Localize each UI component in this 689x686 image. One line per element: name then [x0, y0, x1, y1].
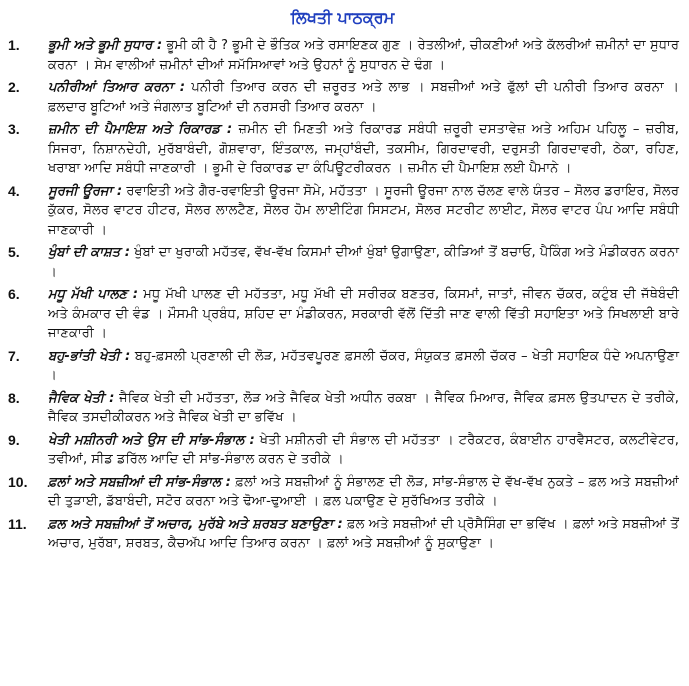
topic-heading: ਮਧੂ ਮੱਖੀ ਪਾਲਣ :: [48, 287, 139, 302]
topic-item: [6, 431, 679, 470]
topic-heading: ਭੂਮੀ ਅਤੇ ਭੂਮੀ ਸੁਧਾਰ :: [48, 38, 163, 53]
topic-number: 8.: [8, 389, 20, 406]
topic-content: [48, 285, 679, 344]
topic-description: ਭੂਮੀ ਕੀ ਹੈ ? ਭੂਮੀ ਦੇ ਭੌਤਿਕ ਅਤੇ ਰਸਾਇਣਕ ਗੁਣ । ਰੇਤਲੀਆਂ, ਚੀਕਣੀਆਂ ਅਤੇ ਕੱਲਰੀਆਂ ਜ਼ਮੀਨਾਂ ਦਾ ਸੁਧਾਰ ਕਰਨਾ । ਸੇਮ ਵਾਲੀਆਂ ਜ਼ਮੀਨਾਂ ਦੀਆਂ ਸਮੱਸਿਆਵਾਂ ਅਤੇ ਉਹਨਾਂ ਨੂੰ ਸੁਧਾਰਨ ਦੇ ਢੰਗ ।: [48, 38, 679, 73]
topic-number: 10.: [8, 473, 28, 490]
topic-number: 4.: [8, 182, 20, 199]
topic-number: 2.: [8, 79, 20, 95]
topic-description: ਖੇਤੀ ਮਸ਼ੀਨਰੀ ਦੀ ਸੰਭਾਲ ਦੀ ਮਹੱਤਤਾ । ਟਰੈਕਟਰ, ਕੰਬਾਈਨ ਹਾਰਵੈਸਟਰ, ਕਲਟੀਵੇਟਰ, ਤਵੀਆਂ, ਸੀਡ ਡਰਿੱਲ ਆਦਿ ਦੀ ਸਾਂਭ-ਸੰਭਾਲ ਕਰਨ ਦੇ ਤਰੀਕੇ ।: [48, 432, 679, 467]
topic-description: ਖੁੰਬਾਂ ਦਾ ਖੁਰਾਕੀ ਮਹੱਤਵ, ਵੱਖ-ਵੱਖ ਕਿਸਮਾਂ ਦੀਆਂ ਖੁੰਬਾਂ ਉਗਾਉਣਾ, ਕੀੜਿਆਂ ਤੋਂ ਬਚਾਓ, ਪੈਕਿੰਗ ਅਤੇ ਮੰਡੀਕਰਨ ਕਰਨਾ ।: [48, 245, 679, 280]
topic-number: 1.: [8, 37, 20, 53]
topic-heading: ਪਨੀਰੀਆਂ ਤਿਆਰ ਕਰਨਾ :: [48, 80, 186, 95]
topic-content: [48, 182, 679, 241]
topic-item: [6, 78, 679, 117]
topic-item: [6, 473, 679, 512]
topic-content: [48, 515, 679, 554]
topic-heading: ਫ਼ਲਾਂ ਅਤੇ ਸਬਜ਼ੀਆਂ ਦੀ ਸਾਂਭ-ਸੰਭਾਲ :: [48, 474, 231, 490]
topic-heading: ਬਹੁ-ਭਾਂਤੀ ਖੇਤੀ :: [48, 348, 131, 364]
topic-content: [48, 120, 679, 179]
topic-item: [6, 36, 679, 75]
topic-content: [48, 243, 679, 282]
topic-item: [6, 515, 679, 554]
topic-content: [48, 36, 679, 75]
topic-content: [48, 347, 679, 386]
topic-item: [6, 347, 679, 386]
topic-content: [48, 78, 679, 117]
topic-number: 5.: [8, 244, 20, 260]
topic-content: [48, 431, 679, 470]
topic-description: ਪਨੀਰੀ ਤਿਆਰ ਕਰਨ ਦੀ ਜ਼ਰੂਰਤ ਅਤੇ ਲਾਭ । ਸਬਜ਼ੀਆਂ ਅਤੇ ਫੁੱਲਾਂ ਦੀ ਪਨੀਰੀ ਤਿਆਰ ਕਰਨਾ । ਫ਼ਲਦਾਰ ਬੂਟਿਆਂ ਅਤੇ ਜੰਗਲਾਤ ਬੂਟਿਆਂ ਦੀ ਨਰਸਰੀ ਤਿਆਰ ਕਰਨਾ ।: [48, 80, 680, 115]
topic-description: ਫ਼ਲਾਂ ਅਤੇ ਸਬਜ਼ੀਆਂ ਨੂੰ ਸੰਭਾਲਣ ਦੀ ਲੋੜ, ਸਾਂਭ-ਸੰਭਾਲ ਦੇ ਵੱਖ-ਵੱਖ ਨੁਕਤੇ – ਫ਼ਲ ਅਤੇ ਸਬਜ਼ੀਆਂ ਦੀ ਤੁੜਾਈ, ਡੱਬਾਬੰਦੀ, ਸਟੋਰ ਕਰਨਾ ਅਤੇ ਢੋਆ-ਢੁਆਈ । ਫ਼ਲ ਪਕਾਉਣ ਦੇ ਸੁਰੱਖਿਅਤ ਤਰੀਕੇ ।: [48, 474, 679, 509]
topic-number: 6.: [8, 286, 20, 302]
topic-number: 9.: [8, 431, 20, 448]
topic-description: ਰਵਾਇਤੀ ਅਤੇ ਗੈਰ-ਰਵਾਇਤੀ ਊਰਜਾ ਸੋਮੇ, ਮਹੱਤਤਾ । ਸੂਰਜੀ ਊਰਜਾ ਨਾਲ ਚੱਲਣ ਵਾਲੇ ਯੰਤਰ – ਸੋਲਰ ਡਰਾਇਰ, ਸੋਲਰ ਕੁੱਕਰ, ਸੋਲਰ ਵਾਟਰ ਹੀਟਰ, ਸੋਲਰ ਲਾਲਟੈਣ, ਸੋਲਰ ਹੋਮ ਲਾਈਟਿੰਗ ਸਿਸਟਮ, ਸੋਲਰ ਸਟਰੀਟ ਲਾਈਟ, ਸੋਲਰ ਵਾਟਰ ਪੰਪ ਆਦਿ ਸਬੰਧੀ ਜਾਣਕਾਰੀ ।: [48, 183, 679, 238]
topic-item: [6, 285, 679, 344]
topic-heading: ਖੁੰਬਾਂ ਦੀ ਕਾਸ਼ਤ :: [48, 245, 131, 260]
topic-content: [48, 473, 679, 512]
topic-number: 3.: [8, 121, 20, 137]
topic-description: ਜੈਵਿਕ ਖੇਤੀ ਦੀ ਮਹੱਤਤਾ, ਲੋੜ ਅਤੇ ਜੈਵਿਕ ਖੇਤੀ ਅਧੀਨ ਰਕਬਾ । ਜੈਵਿਕ ਮਿਆਰ, ਜੈਵਿਕ ਫ਼ਸਲ ਉਤਪਾਦਨ ਦੇ ਤਰੀਕੇ, ਜੈਵਿਕ ਤਸਦੀਕੀਕਰਨ ਅਤੇ ਜੈਵਿਕ ਖੇਤੀ ਦਾ ਭਵਿੱਖ ।: [48, 390, 679, 425]
topic-heading: ਸੂਰਜੀ ਊਰਜਾ :: [48, 183, 123, 199]
topic-heading: ਫ਼ਲ ਅਤੇ ਸਬਜ਼ੀਆਂ ਤੋਂ ਅਚਾਰ, ਮੁਰੱਬੇ ਅਤੇ ਸ਼ਰਬਤ ਬਣਾਉਣਾ :: [48, 516, 343, 532]
topic-heading: ਜ਼ਮੀਨ ਦੀ ਪੈਮਾਇਸ਼ ਅਤੇ ਰਿਕਾਰਡ :: [48, 122, 233, 137]
topic-number: 11.: [8, 515, 27, 532]
topic-item: [6, 120, 679, 179]
topic-heading: ਜੈਵਿਕ ਖੇਤੀ :: [48, 390, 115, 406]
topic-number: 7.: [8, 347, 20, 364]
topic-description: ਬਹੁ-ਫ਼ਸਲੀ ਪ੍ਰਣਾਲੀ ਦੀ ਲੋੜ, ਮਹੱਤਵਪੂਰਣ ਫ਼ਸਲੀ ਚੱਕਰ, ਸੰਯੁਕਤ ਫ਼ਸਲੀ ਚੱਕਰ – ਖੇਤੀ ਸਹਾਇਕ ਧੰਦੇ ਅਪਨਾਉਣਾ ।: [48, 348, 679, 383]
topic-heading: ਖੇਤੀ ਮਸ਼ੀਨਰੀ ਅਤੇ ਉਸ ਦੀ ਸਾਂਭ-ਸੰਭਾਲ :: [48, 432, 255, 448]
topic-description: ਜ਼ਮੀਨ ਦੀ ਮਿਣਤੀ ਅਤੇ ਰਿਕਾਰਡ ਸਬੰਧੀ ਜ਼ਰੂਰੀ ਦਸਤਾਵੇਜ਼ ਅਤੇ ਅਹਿਮ ਪਹਿਲੂ – ਜ਼ਰੀਬ, ਸਿਜਰਾ, ਨਿਸ਼ਾਨਦੇਹੀ, ਮੁਰੱਬਾਬੰਦੀ, ਗੋਸ਼ਵਾਰਾ, ਇੰਤਕਾਲ, ਜਮ੍ਹਾਂਬੰਦੀ, ਤਕਸੀਮ, ਗਿਰਦਾਵਰੀ, ਦਰੁਸਤੀ ਗਿਰਦਾਵਰੀ, ਠੇਕਾ, ਰਹਿਣ, ਖਰਾਬਾ ਆਦਿ ਸਬੰਧੀ ਜਾਣਕਾਰੀ । ਭੂਮੀ ਦੇ ਰਿਕਾਰਡ ਦਾ ਕੰਪਿਊਟਰੀਕਰਨ । ਜ਼ਮੀਨ ਦੀ ਪੈਮਾਇਸ਼ ਲਈ ਪੈਮਾਨੇ ।: [48, 122, 679, 176]
topic-content: [48, 389, 679, 428]
topic-list: [6, 36, 679, 554]
topic-item: [6, 243, 679, 282]
topic-item: [6, 182, 679, 241]
topic-item: [6, 389, 679, 428]
topic-description: ਮਧੂ ਮੱਖੀ ਪਾਲਣ ਦੀ ਮਹੱਤਤਾ, ਮਧੂ ਮੱਖੀ ਦੀ ਸਰੀਰਕ ਬਣਤਰ, ਕਿਸਮਾਂ, ਜਾਤਾਂ, ਜੀਵਨ ਚੱਕਰ, ਕਟੁੰਬ ਦੀ ਜੱਥੇਬੰਦੀ ਅਤੇ ਕੰਮਕਾਰ ਦੀ ਵੰਡ । ਮੌਸਮੀ ਪ੍ਰਬੰਧ, ਸ਼ਹਿਦ ਦਾ ਮੰਡੀਕਰਨ, ਸਰਕਾਰੀ ਵੱਲੋਂ ਦਿੱਤੀ ਜਾਣ ਵਾਲੀ ਵਿੱਤੀ ਸਹਾਇਤਾ ਅਤੇ ਸਿਖਲਾਈ ਬਾਰੇ ਜਾਣਕਾਰੀ ।: [48, 287, 679, 341]
page-title: ਲਿਖਤੀ ਪਾਠਕ੍ਰਮ: [290, 8, 395, 27]
topic-description: ਫ਼ਲ ਅਤੇ ਸਬਜ਼ੀਆਂ ਦੀ ਪ੍ਰੋਸੈਸਿੰਗ ਦਾ ਭਵਿੱਖ । ਫ਼ਲਾਂ ਅਤੇ ਸਬਜ਼ੀਆਂ ਤੋਂ ਅਚਾਰ, ਮੁਰੱਬਾ, ਸ਼ਰਬਤ, ਕੈਚਅੱਪ ਆਦਿ ਤਿਆਰ ਕਰਨਾ । ਫ਼ਲਾਂ ਅਤੇ ਸਬਜ਼ੀਆਂ ਨੂੰ ਸੁਕਾਉਣਾ ।: [48, 516, 679, 551]
